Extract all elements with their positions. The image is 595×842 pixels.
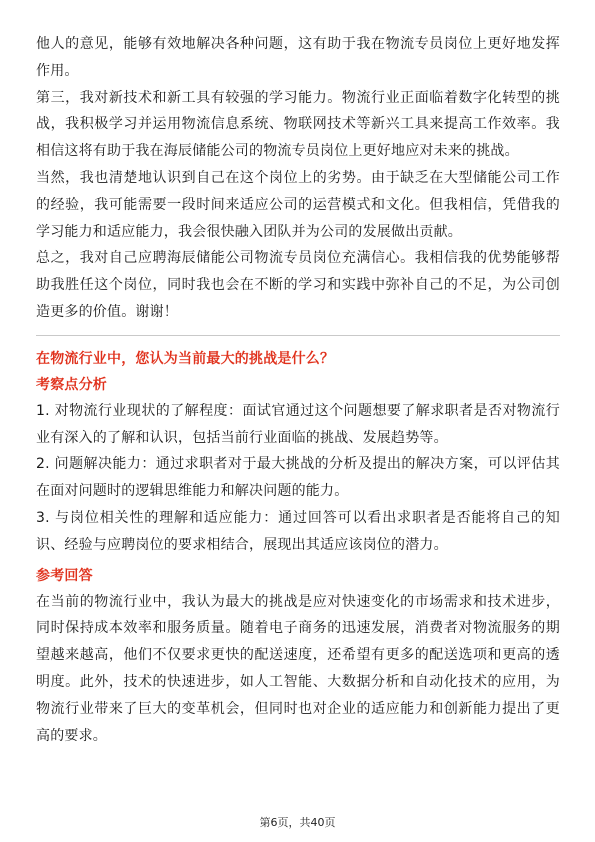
- analysis-point: 3. 与岗位相关性的理解和适应能力：通过回答可以看出求职者是否能将自己的知识、经验与应聘岗位的要求相结合，展现出其适应该岗位的潜力。: [36, 509, 560, 553]
- section-divider: [36, 335, 560, 336]
- interview-question: 在物流行业中，您认为当前最大的挑战是什么？: [36, 350, 335, 367]
- intro-paragraph: 当然，我也清楚地认识到自己在这个岗位上的劣势。由于缺乏在大型储能公司工作的经验，我可能需要一段时间来适应公司的运营模式和文化。但我相信，凭借我的学习能力和适应能力，我会很快融入团队并为公司的发展做出贡献。: [36, 169, 560, 240]
- analysis-point: 1. 对物流行业现状的了解程度：面试官通过这个问题想要了解求职者是否对物流行业有深入的了解和认识，包括当前行业面临的挑战、发展趋势等。: [36, 402, 560, 446]
- reference-title: 参考回答: [36, 567, 93, 584]
- analysis-point: 2. 问题解决能力：通过求职者对于最大挑战的分析及提出的解决方案，可以评估其在面对问题时的逻辑思维能力和解决问题的能力。: [36, 456, 560, 500]
- intro-paragraph: 他人的意见，能够有效地解决各种问题，这有助于我在物流专员岗位上更好地发挥作用。: [36, 36, 560, 79]
- reference-answer: 在当前的物流行业中，我认为最大的挑战是应对快速变化的市场需求和技术进步，同时保持成本效率和服务质量。随着电子商务的迅速发展，消费者对物流服务的期望越来越高，他们不仅要求更快的配送速度，还希望有更多的配送选项和更高的透明度。此外，技术的快速进步，如人工智能、大数据分析和自动化技术的应用，为物流行业带来了巨大的变革机会，但同时也对企业的适应能力和创新能力提出了更高的要求。: [36, 593, 560, 744]
- analysis-title: 考察点分析: [36, 376, 107, 393]
- page-content: [36, 31, 560, 749]
- page-number: 第6页，共40页: [259, 816, 336, 829]
- intro-paragraph: 总之，我对自己应聘海辰储能公司物流专员岗位充满信心。我相信我的优势能够帮助我胜任这个岗位，同时我也会在不断的学习和实践中弥补自己的不足，为公司创造更多的价值。谢谢！: [36, 250, 560, 320]
- intro-paragraph: 第三，我对新技术和新工具有较强的学习能力。物流行业正面临着数字化转型的挑战，我积极学习并运用物流信息系统、物联网技术等新兴工具来提高工作效率。我相信这将有助于我在海辰储能公司的物流专员岗位上更好地应对未来的挑战。: [36, 89, 560, 160]
